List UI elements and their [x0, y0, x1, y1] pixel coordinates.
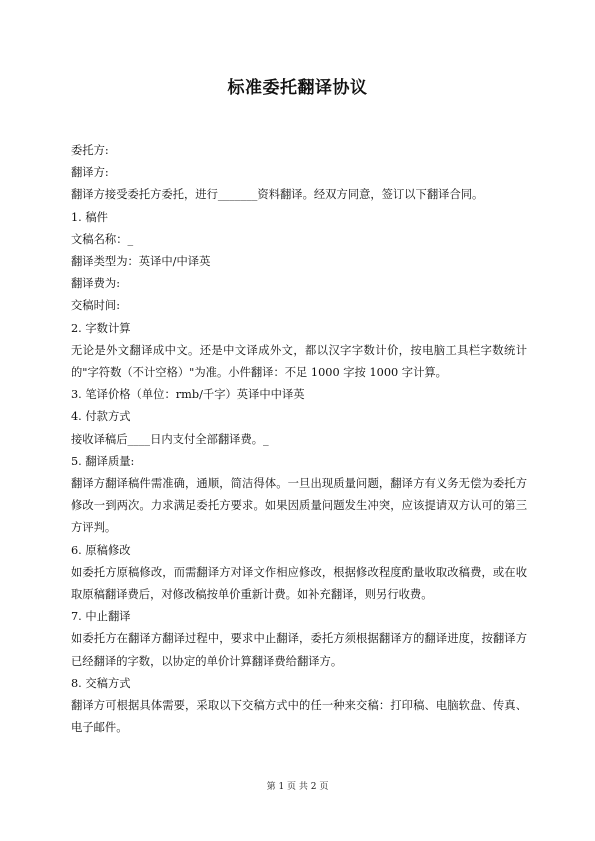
section-heading-termination: 7. 中止翻译	[71, 610, 131, 624]
payment-paragraph: 接收译稿后____日内支付全部翻译费。_	[71, 432, 269, 446]
section-heading-revision: 6. 原稿修改	[71, 543, 131, 557]
quality-paragraph: 翻译方翻译稿件需准确，通顺，简洁得体。一旦出现质量问题，翻译方有义务无偿为委托方修改一到两次。力求满足委托方要求。如果因质量问题发生冲突，应该提请双方认可的第三方评判。	[71, 477, 527, 535]
section-heading-delivery: 8. 交稿方式	[71, 676, 131, 690]
page-number-footer: 第 1 页 共 2 页	[266, 782, 329, 792]
section-heading-quality: 5. 翻译质量:	[71, 454, 135, 468]
section-heading-manuscript: 1. 稿件	[71, 210, 108, 224]
manuscript-name-line: 文稿名称：_	[71, 232, 134, 246]
section-heading-price: 3. 笔译价格（单位：rmb/千字）英译中中译英	[71, 388, 305, 402]
delivery-paragraph: 翻译方可根据具体需要，采取以下交稿方式中的任一种来交稿：打印稿、电脑软盘、传真、电子邮件。	[71, 699, 527, 735]
document-body	[71, 140, 527, 739]
client-line: 委托方:	[71, 144, 109, 157]
word-count-paragraph: 无论是外文翻译成中文。还是中文译成外文，都以汉字字数计价，按电脑工具栏字数统计的"字符数（不计空格）"为准。小件翻译：不足 1000 字按 1000 字计算。	[71, 343, 527, 380]
translation-fee-line: 翻译费为:	[71, 277, 120, 291]
translator-line: 翻译方:	[71, 166, 109, 180]
document-title: 标准委托翻译协议	[227, 78, 368, 98]
translation-type-line: 翻译类型为：英译中/中译英	[71, 255, 211, 269]
delivery-time-line: 交稿时间:	[71, 299, 120, 313]
revision-paragraph: 如委托方原稿修改，而需翻译方对译文作相应修改，根据修改程度酌量收取改稿费，或在收取原稿翻译费后，对修改稿按单价重新计费。如补充翻译，则另行收费。	[71, 565, 527, 602]
section-heading-word-count: 2. 字数计算	[71, 321, 131, 335]
section-heading-payment: 4. 付款方式	[71, 410, 131, 424]
intro-paragraph: 翻译方接受委托方委托，进行_______资料翻译。经双方同意，签订以下翻译合同。	[71, 188, 484, 202]
termination-paragraph: 如委托方在翻译方翻译过程中，要求中止翻译，委托方须根据翻译方的翻译进度，按翻译方已经翻译的字数，以协定的单价计算翻译费给翻译方。	[71, 632, 527, 668]
